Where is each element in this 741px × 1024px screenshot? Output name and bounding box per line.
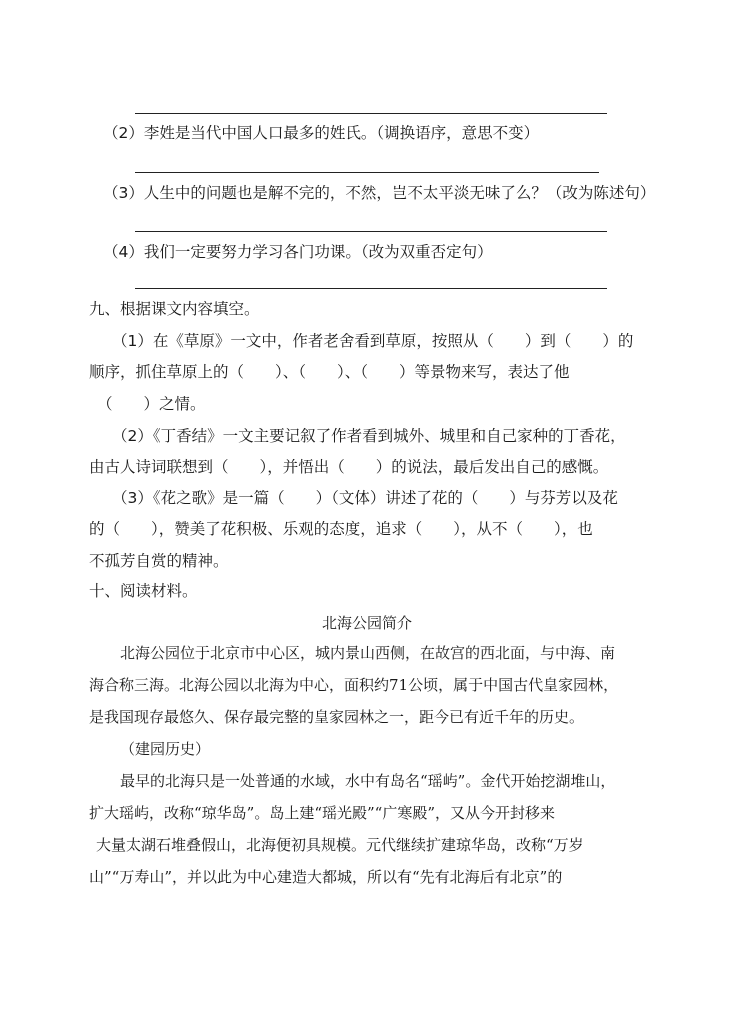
- section-9-line: （1）在《草原》一文中，作者老舍看到草原，按照从（ ）到（ ）的: [112, 332, 634, 350]
- question-8-4: （4）我们一定要努力学习各门功课。（改为双重否定句）: [103, 243, 493, 261]
- passage-line: 最早的北海只是一处普通的水域，水中有岛名“瑶屿”。金代开始挖湖堆山，: [120, 772, 616, 790]
- section-9-line: 不孤芳自赏的精神。: [89, 552, 229, 570]
- section-9-line: （2）《丁香结》一文主要记叙了作者看到城外、城里和自己家种的丁香花，: [112, 427, 626, 445]
- section-9-line: 的（ ），赞美了花积极、乐观的态度，追求（ ），从不（ ），也: [89, 520, 593, 538]
- section-9-heading: 九、根据课文内容填空。: [89, 300, 260, 318]
- passage-line: 山”“万寿山”，并以此为中心建造大都城，所以有“先有北海后有北京”的: [89, 868, 563, 886]
- section-9-line: 由古人诗词联想到（ ），并悟出（ ）的说法，最后发出自己的感慨。: [89, 458, 609, 476]
- answer-line-3: [135, 231, 607, 232]
- section-9-line: （ ）之情。: [97, 395, 206, 413]
- section-10-heading: 十、阅读材料。: [89, 582, 198, 600]
- question-8-2: （2）李姓是当代中国人口最多的姓氏。（调换语序，意思不变）: [103, 124, 540, 142]
- passage-line: 北海公园位于北京市中心区，城内景山西侧，在故宫的西北面，与中海、南: [120, 644, 616, 662]
- answer-line-2: [135, 172, 599, 173]
- passage-line: 是我国现存最悠久、保存最完整的皇家园林之一，距今已有近千年的历史。: [89, 708, 585, 726]
- answer-line-4: [135, 288, 607, 289]
- section-9-line: （3）《花之歌》是一篇（ ）（文体）讲述了花的（ ）与芬芳以及花: [112, 489, 618, 507]
- question-8-3: （3）人生中的问题也是解不完的，不然，岂不太平淡无味了么？（改为陈述句）: [103, 184, 656, 202]
- passage-line: 海合称三海。北海公园以北海为中心，面积约71公顷，属于中国古代皇家园林，: [89, 676, 619, 694]
- section-9-line: 顺序，抓住草原上的（ ）、（ ）、（ ）等景物来写，表达了他: [89, 363, 570, 381]
- passage-title: 北海公园简介: [322, 614, 413, 632]
- passage-subheading: （建园历史）: [120, 740, 211, 758]
- passage-line: 扩大瑶屿，改称“琼华岛”。岛上建“瑶光殿”“广寒殿”，又从今开封移来: [89, 804, 556, 822]
- answer-line-1: [135, 113, 607, 114]
- passage-line: 大量太湖石堆叠假山，北海便初具规模。元代继续扩建琼华岛，改称“万岁: [96, 836, 584, 854]
